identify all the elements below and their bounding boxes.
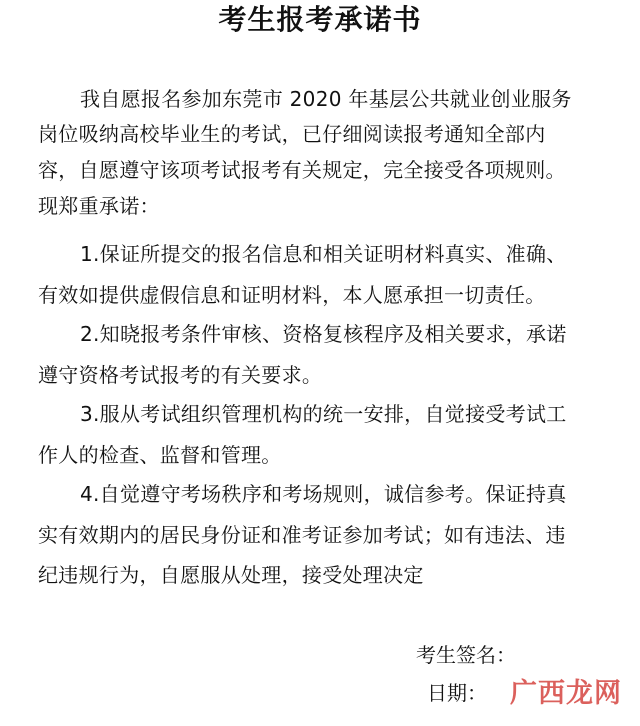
body-line-11: 4.自觉遵守考场秩序和考场规则，诚信参考。保证持真: [80, 482, 567, 506]
body-line-8: 遵守资格考试报考的有关要求。: [38, 363, 323, 387]
body-line-6: 有效如提供虚假信息和证明材料，本人愿承担一切责任。: [38, 283, 546, 307]
body-line-13: 纪违规行为，自愿服从处理，接受处理决定: [38, 563, 424, 587]
body-line-3: 容，自愿遵守该项考试报考有关规定，完全接受各项规则。: [38, 158, 566, 182]
body-line-1: 我自愿报名参加东莞市 2020 年基层公共就业创业服务: [80, 87, 572, 111]
body-line-4: 现郑重承诺：: [38, 194, 160, 218]
body-line-5: 1.保证所提交的报名信息和相关证明材料真实、准确、: [80, 242, 567, 266]
body-line-12: 实有效期内的居民身份证和准考证参加考试；如有违法、违: [38, 523, 566, 547]
page-title: 考生报考承诺书: [218, 3, 422, 36]
watermark-logo: 广西龙网: [510, 678, 622, 709]
body-line-10: 作人的检查、监督和管理。: [38, 443, 282, 467]
body-line-2: 岗位吸纳高校毕业生的考试，已仔细阅读报考通知全部内: [38, 122, 546, 146]
body-line-7: 2.知晓报考条件审核、资格复核程序及相关要求，承诺: [80, 322, 567, 346]
date-label: 日期：: [427, 681, 487, 705]
body-line-9: 3.服从考试组织管理机构的统一安排，自觉接受考试工: [80, 402, 567, 426]
signature-label: 考生签名：: [416, 643, 516, 667]
